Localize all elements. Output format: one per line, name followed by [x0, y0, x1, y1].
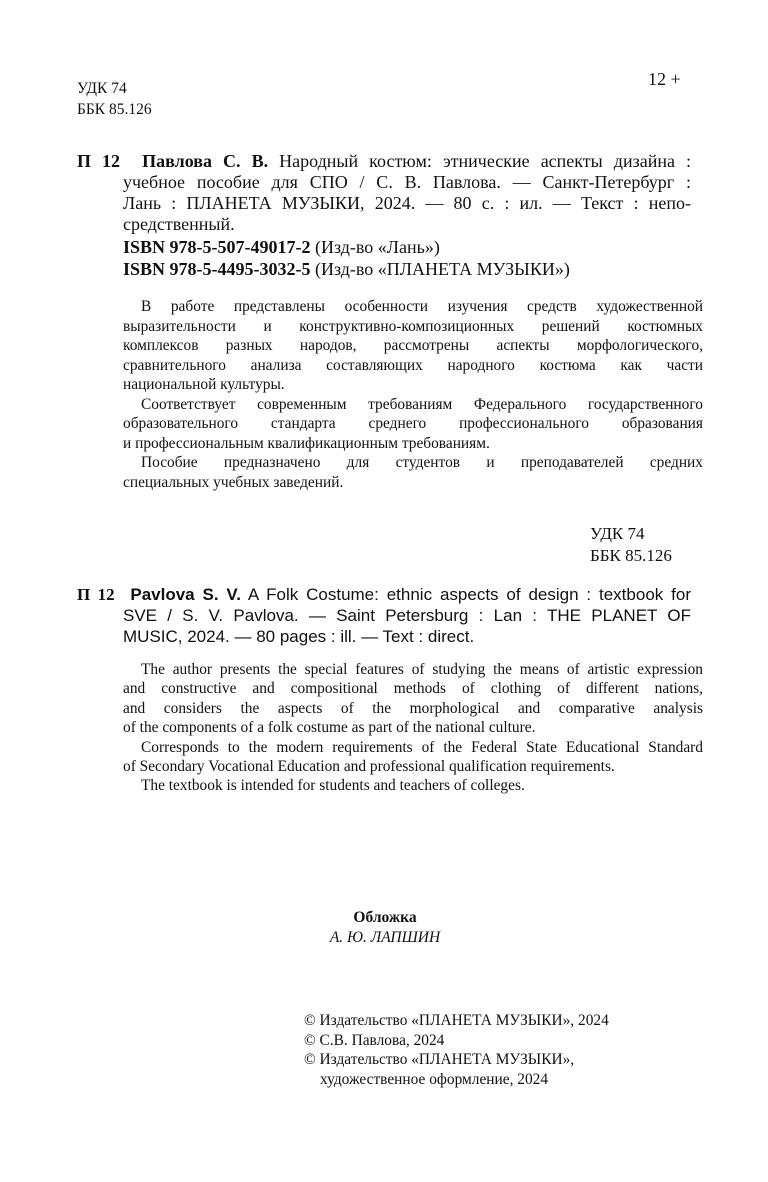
ru-entry-author: Павлова С. В. [142, 151, 269, 171]
ru-entry-line-1 [77, 151, 691, 172]
ru-abstract-line: национальной культуры. [123, 376, 285, 393]
ru-entry-line-3: Лань : ПЛАНЕТА МУЗЫКИ, 2024. — 80 с. : ил. — Текст : непо- [123, 193, 691, 213]
en-entry-author: Pavlova S. V. [130, 585, 241, 604]
classification-block-mid [590, 523, 672, 567]
isbn-block [123, 236, 570, 280]
ru-entry-line-2: учебное пособие для СПО / С. В. Павлова. — Санкт-Петербург : [123, 172, 691, 192]
ru-entry-code: П 12 [77, 151, 121, 171]
en-entry-line-2: SVE / S. V. Pavlova. — Saint Petersburg : Lan : THE PLANET OF [123, 606, 691, 625]
copyright-block [304, 1011, 609, 1089]
en-bibliographic-entry [77, 584, 691, 647]
isbn-publisher: (Изд-во «ПЛАНЕТА МУЗЫКИ») [315, 259, 570, 279]
ru-abstract-line: выразительности и конструктивно-композиционных решений костюмных [123, 317, 703, 335]
ru-abstract-line: и профессиональным квалификационным требованиям. [123, 434, 490, 452]
classification-block-top [77, 78, 152, 120]
age-rating: 12 + [648, 69, 681, 89]
en-entry-line-3: MUSIC, 2024. — 80 pages : ill. — Text : direct. [123, 627, 475, 646]
ru-abstract-line: сравнительного анализа составляющих народного костюма как части [123, 356, 703, 374]
copyright-line: © Издательство «ПЛАНЕТА МУЗЫКИ», 2024 [304, 1012, 609, 1029]
ru-abstract-line: специальных учебных заведений. [123, 473, 344, 491]
copyright-line: художественное оформление, 2024 [320, 1070, 549, 1088]
en-abstract [123, 660, 703, 796]
ru-abstract [123, 297, 703, 492]
cover-label: Обложка [353, 909, 417, 926]
isbn-number: ISBN 978-5-4495-3032-5 [123, 259, 311, 279]
en-abstract-line: Corresponds to the modern requirements of the Federal State Educational Standard [141, 738, 703, 756]
en-abstract-line: and constructive and compositional methods of clothing of different nations, [123, 680, 703, 698]
ru-entry-title: Народный костюм: этнические аспекты дизайна : [279, 151, 691, 171]
ru-abstract-line: комплексов разных народов, рассмотрены аспекты морфологического, [123, 337, 703, 354]
ru-abstract-line: В работе представлены особенности изучения средств художественной [141, 298, 703, 315]
isbn-row [123, 236, 570, 258]
en-abstract-line: The textbook is intended for students and teachers of colleges. [141, 777, 525, 795]
copyright-line: © Издательство «ПЛАНЕТА МУЗЫКИ», [304, 1051, 575, 1068]
en-entry-title: A Folk Costume: ethnic aspects of design : textbook for [247, 585, 691, 604]
isbn-number: ISBN 978-5-507-49017-2 [123, 237, 311, 257]
udk-code: УДК 74 [590, 524, 645, 543]
cover-credit [300, 908, 470, 948]
ru-entry-line-4: средственный. [123, 214, 235, 234]
ru-abstract-line: образовательного стандарта среднего профессионального образования [123, 415, 703, 432]
isbn-row [123, 258, 570, 280]
en-abstract-line: of Secondary Vocational Education and professional qualification requirements. [123, 758, 615, 776]
en-entry-line-1 [77, 584, 691, 605]
en-abstract-line: The author presents the special features of studying the means of artistic expression [141, 661, 703, 678]
cover-artist: А. Ю. ЛАПШИН [329, 929, 441, 946]
copyright-line: © С.В. Павлова, 2024 [304, 1031, 445, 1049]
bbk-code: ББК 85.126 [77, 101, 152, 118]
isbn-publisher: (Изд-во «Лань») [315, 237, 440, 257]
en-abstract-line: of the components of a folk costume as part of the national culture. [123, 719, 536, 737]
ru-abstract-line: Пособие предназначено для студентов и преподавателей средних [141, 454, 703, 471]
udk-code: УДК 74 [77, 80, 127, 97]
en-entry-code: П 12 [77, 585, 115, 604]
ru-abstract-line: Соответствует современным требованиям Федерального государственного [141, 395, 703, 413]
bbk-code: ББК 85.126 [590, 546, 672, 565]
en-abstract-line: and considers the aspects of the morphological and comparative analysis [123, 699, 703, 717]
ru-bibliographic-entry [77, 151, 691, 235]
